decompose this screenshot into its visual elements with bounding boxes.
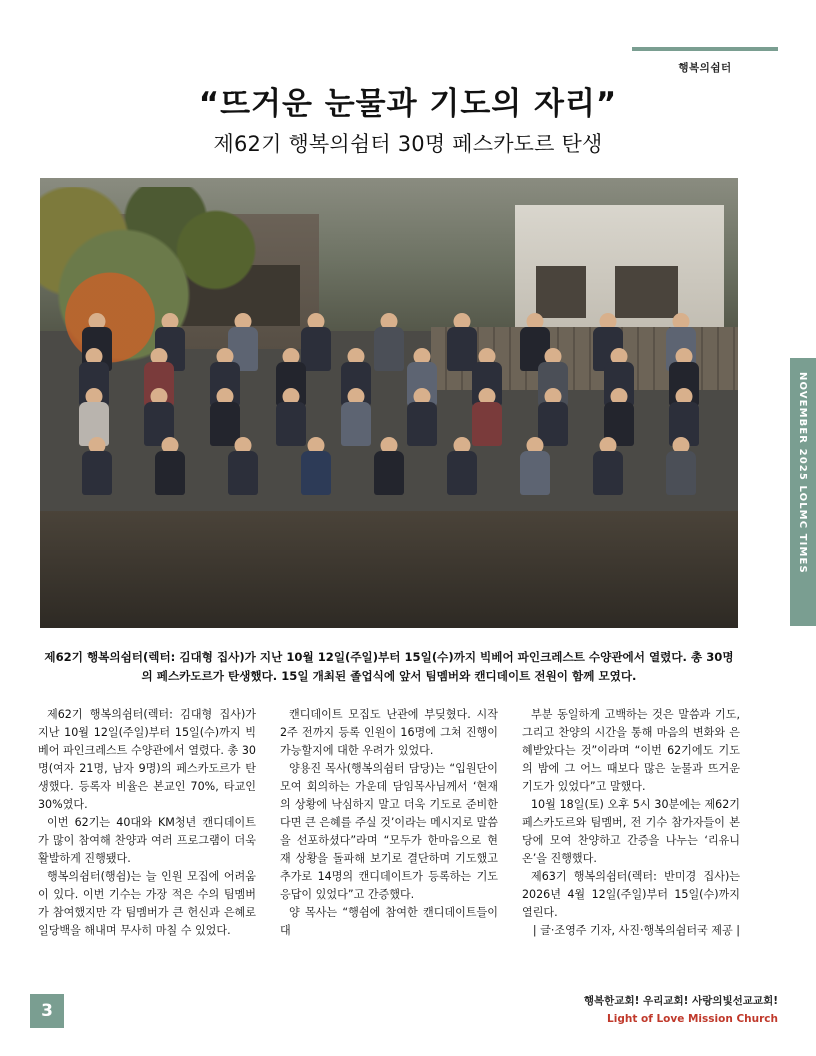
article-column-2 bbox=[280, 706, 498, 940]
paragraph: 10월 18일(토) 오후 5시 30분에는 제62기 페스카도르와 팀멤버, 전 기수 참가자들이 본당에 모여 찬양하고 간증을 나누는 ‘리유니온’을 진행했다. bbox=[522, 797, 740, 865]
article-body bbox=[38, 706, 740, 940]
paragraph: 제63기 행복의쉼터(렉터: 반미경 집사)는 2026년 4월 12일(주일)부터 15일(수)까지 열린다. bbox=[522, 869, 740, 919]
paragraph: 캔디데이트 모집도 난관에 부딪혔다. 시작 2주 전까지 등록 인원이 16명에 그쳐 진행이 가능할지에 대한 우려가 있었다. bbox=[280, 708, 498, 757]
paragraph: 제62기 행복의쉼터(렉터: 김대형 집사)가 지난 10월 12일(주일)부터 15일(수)까지 빅베어 파인크레스트 수양관에서 열렸다. 총 30명(여자 21명, 남자 9명)의 페스카도르가 탄생했다. 등록자 비율은 본교인 70%, 타교인 30%였다. bbox=[38, 708, 256, 811]
group-photo bbox=[40, 178, 738, 628]
paragraph: 이번 62기는 40대와 KM청년 캔디데이트가 많이 참여해 찬양과 여러 프로그램이 더욱 활발하게 진행됐다. bbox=[38, 815, 256, 865]
footer-slogan-korean: 행복한교회! 우리교회! 사랑의빛선교교회! bbox=[583, 995, 778, 1007]
paragraph: 양용진 목사(행복의쉼터 담당)는 “입원단이 모여 회의하는 가운데 담임목사님께서 ‘현재의 상황에 낙심하지 말고 더욱 기도로 준비한다면 큰 은혜를 주실 것’이라는 메시지로 말씀을 선포하셨다”라며 “모두가 한마음으로 현재 상황을 돌파해 보기로 결단하며 기도했고 추가로 14명의 캔디데이트가 등록하는 기도 응답이 있었다”고 간증했다. bbox=[280, 761, 498, 901]
photo-crowd bbox=[61, 313, 717, 601]
footer-slogan-english: Light of Love Mission Church bbox=[607, 1013, 778, 1025]
article-column-3 bbox=[522, 706, 740, 940]
paragraph: 부분 동일하게 고백하는 것은 말씀과 기도, 그리고 찬양의 시간을 통해 마음의 변화와 은혜받았다는 것”이라며 “이번 62기에도 기도의 밤에 그 어느 때보다 많은 눈물과 뜨거운 기도가 있었다”고 말했다. bbox=[522, 708, 740, 793]
section-label: 행복의쉼터 bbox=[678, 62, 732, 74]
paragraph: 양 목사는 “행쉼에 참여한 캔디데이트들이 대 bbox=[280, 905, 498, 937]
article-column-1 bbox=[38, 706, 256, 940]
photo-caption: 제62기 행복의쉼터(렉터: 김대형 집사)가 지난 10월 12일(주일)부터 15일(수)까지 빅베어 파인크레스트 수양관에서 열렸다. 총 30명의 페스카도르가 탄생했다. 15일 개최된 졸업식에 앞서 팀멤버와 캔디데이트 전원이 함께 모였다. bbox=[44, 650, 734, 684]
paragraph: 행복의쉼터(행쉼)는 늘 인원 모집에 어려움이 있다. 이번 기수는 가장 적은 수의 팀멤버가 참여했지만 각 팀멤버가 큰 헌신과 은혜로 일당백을 해내며 무사히 마칠 수 있었다. bbox=[38, 869, 256, 937]
page-subtitle: 제62기 행복의쉼터 30명 페스카도르 탄생 bbox=[213, 132, 603, 156]
issue-side-tab bbox=[790, 358, 816, 626]
article-byline: | 글·조영주 기자, 사진·행복의쉼터국 제공 | bbox=[532, 923, 740, 937]
issue-side-tab-label: NOVEMBER 2025 LOLMC TIMES bbox=[797, 372, 808, 574]
header-rule bbox=[632, 47, 778, 51]
page-title: “뜨거운 눈물과 기도의 자리” bbox=[198, 86, 618, 122]
page-number-badge: 3 bbox=[30, 994, 64, 1028]
